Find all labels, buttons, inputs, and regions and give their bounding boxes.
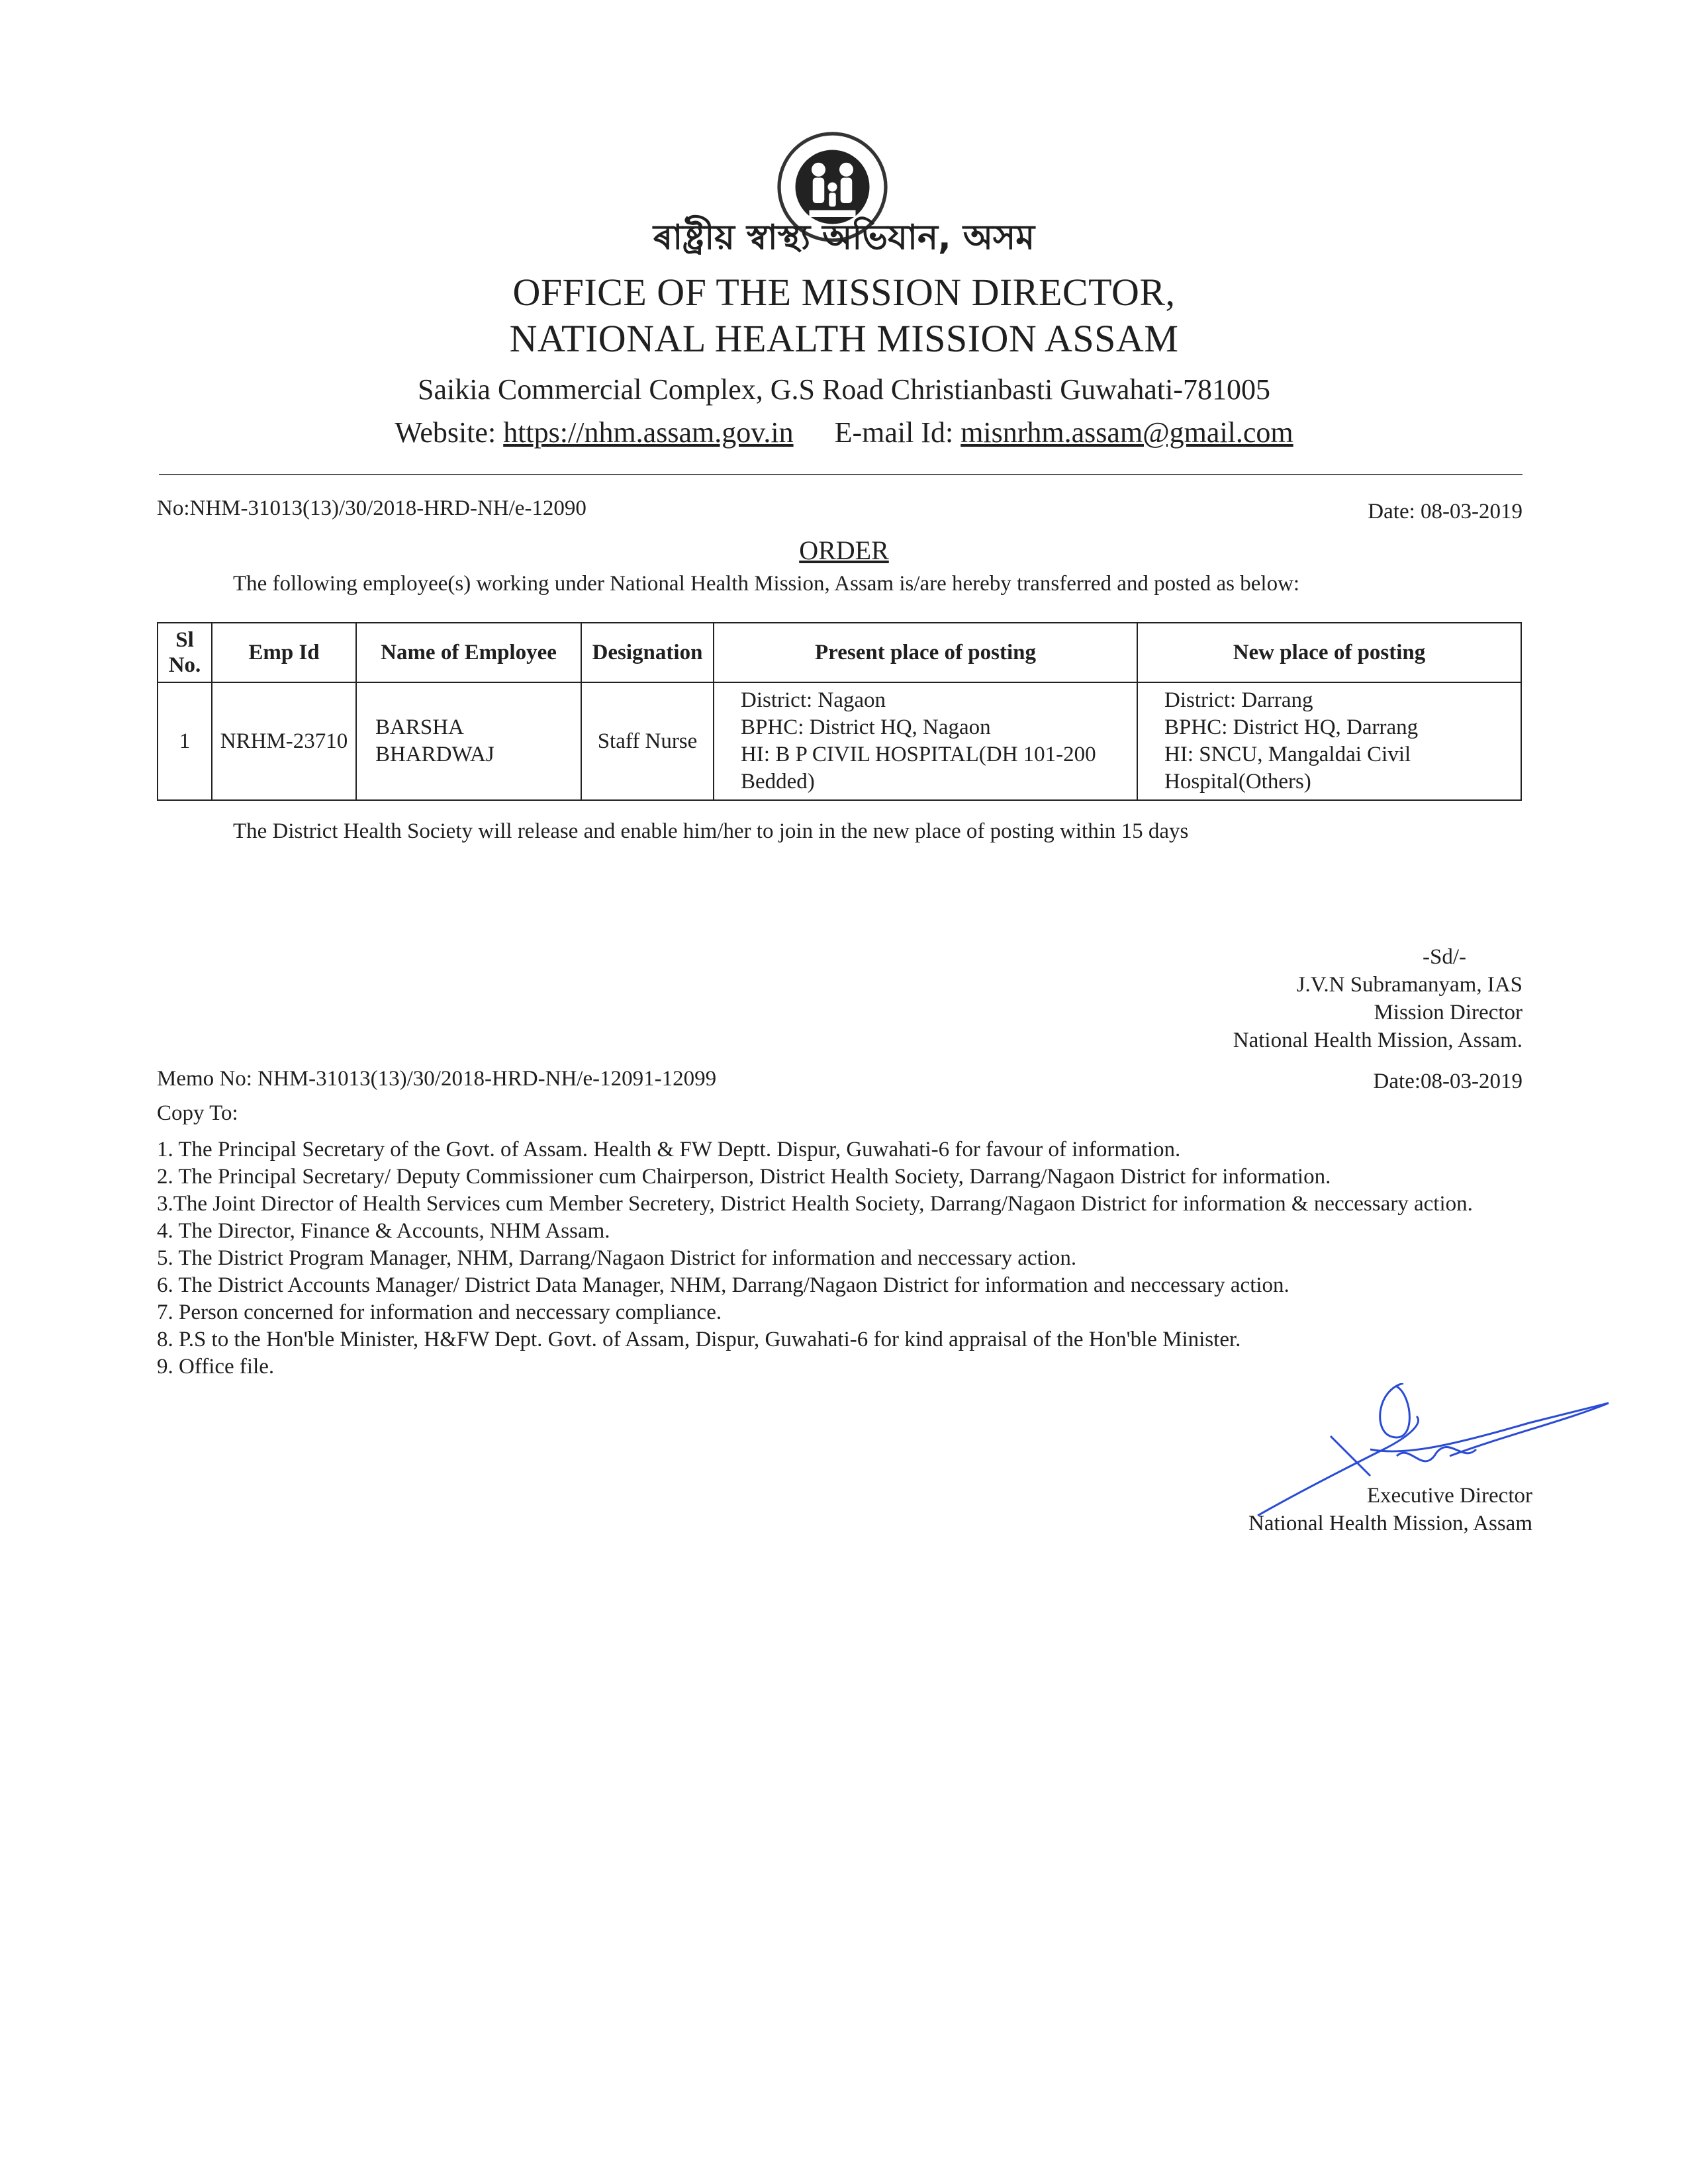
cell-designation: Staff Nurse: [581, 682, 714, 800]
memo-date: Date:08-03-2019: [1373, 1069, 1523, 1093]
list-item: 7. Person concerned for information and neccessary compliance.: [157, 1300, 722, 1324]
executive-director-title: Executive Director: [1366, 1484, 1532, 1508]
list-item: 5. The District Program Manager, NHM, Darrang/Nagaon District for information and neccessary action.: [157, 1246, 1077, 1270]
order-title: ORDER: [799, 535, 889, 565]
website-link[interactable]: https://nhm.assam.gov.in: [503, 416, 794, 449]
list-item: 1. The Principal Secretary of the Govt. of Assam. Health & FW Deptt. Dispur, Guwahati-6 for favour of information.: [157, 1138, 1181, 1161]
copy-to-label: Copy To:: [157, 1101, 238, 1125]
copy-to-list: [157, 1136, 1507, 1381]
col-header-name: Name of Employee: [356, 623, 581, 682]
signatory-title: Mission Director: [1374, 1001, 1523, 1024]
memo-number: Memo No: NHM-31013(13)/30/2018-HRD-NH/e-12091-12099: [157, 1067, 717, 1091]
table-row: [158, 682, 1521, 800]
col-header-emp-id: Emp Id: [212, 623, 356, 682]
contact-line: [0, 416, 1688, 449]
order-number: No:NHM-31013(13)/30/2018-HRD-NH/e-12090: [157, 496, 586, 520]
office-title: OFFICE OF THE MISSION DIRECTOR,: [512, 271, 1176, 314]
list-item: 3.The Joint Director of Health Services cum Member Secretery, District Health Society, Darrang/Nagaon District for information & neccessary action.: [157, 1192, 1473, 1216]
cell-new-posting: District: Darrang BPHC: District HQ, Darrang HI: SNCU, Mangaldai Civil Hospital(Others): [1137, 682, 1521, 800]
cell-sl: 1: [158, 682, 212, 800]
email-label: E-mail Id:: [834, 416, 954, 449]
col-header-present-posting: Present place of posting: [714, 623, 1137, 682]
list-item: 2. The Principal Secretary/ Deputy Commissioner cum Chairperson, District Health Society, Darrang/Nagaon District for information.: [157, 1165, 1331, 1189]
list-item: 4. The Director, Finance & Accounts, NHM Assam.: [157, 1219, 610, 1243]
list-item: 6. The District Accounts Manager/ District Data Manager, NHM, Darrang/Nagaon District for information and neccessary action.: [157, 1273, 1289, 1297]
office-address: Saikia Commercial Complex, G.S Road Christianbasti Guwahati-781005: [417, 373, 1271, 406]
table-header-row: [158, 623, 1521, 682]
org-name-bengali: ৰাষ্ট্ৰীয় স্বাস্থ্য অভিযান, অসম: [653, 218, 1035, 257]
col-header-sl: Sl No.: [158, 623, 212, 682]
cell-name: BARSHA BHARDWAJ: [356, 682, 581, 800]
org-title: NATIONAL HEALTH MISSION ASSAM: [509, 317, 1179, 360]
order-date: Date: 08-03-2019: [1368, 500, 1523, 523]
signatory-org: National Health Mission, Assam.: [1233, 1028, 1523, 1052]
executive-director-org: National Health Mission, Assam: [1248, 1512, 1532, 1535]
sd-mark: -Sd/-: [1423, 945, 1466, 969]
col-header-designation: Designation: [581, 623, 714, 682]
order-intro: The following employee(s) working under National Health Mission, Assam is/are hereby transferred and posted as below:: [233, 572, 1300, 596]
cell-present-posting: District: Nagaon BPHC: District HQ, Nagaon HI: B P CIVIL HOSPITAL(DH 101-200 Bedded): [714, 682, 1137, 800]
release-note: The District Health Society will release and enable him/her to join in the new place of posting within 15 days: [233, 819, 1189, 843]
email-link[interactable]: misnrhm.assam@gmail.com: [961, 416, 1293, 449]
col-header-new-posting: New place of posting: [1137, 623, 1521, 682]
list-item: 8. P.S to the Hon'ble Minister, H&FW Dept. Govt. of Assam, Dispur, Guwahati-6 for kind appraisal of the Hon'ble Minister.: [157, 1328, 1241, 1351]
transfer-table: [157, 622, 1522, 801]
list-item: 9. Office file.: [157, 1355, 275, 1379]
header-divider: [159, 474, 1523, 475]
cell-emp-id: NRHM-23710: [212, 682, 356, 800]
website-label: Website:: [395, 416, 496, 449]
signatory-name: J.V.N Subramanyam, IAS: [1296, 973, 1523, 997]
